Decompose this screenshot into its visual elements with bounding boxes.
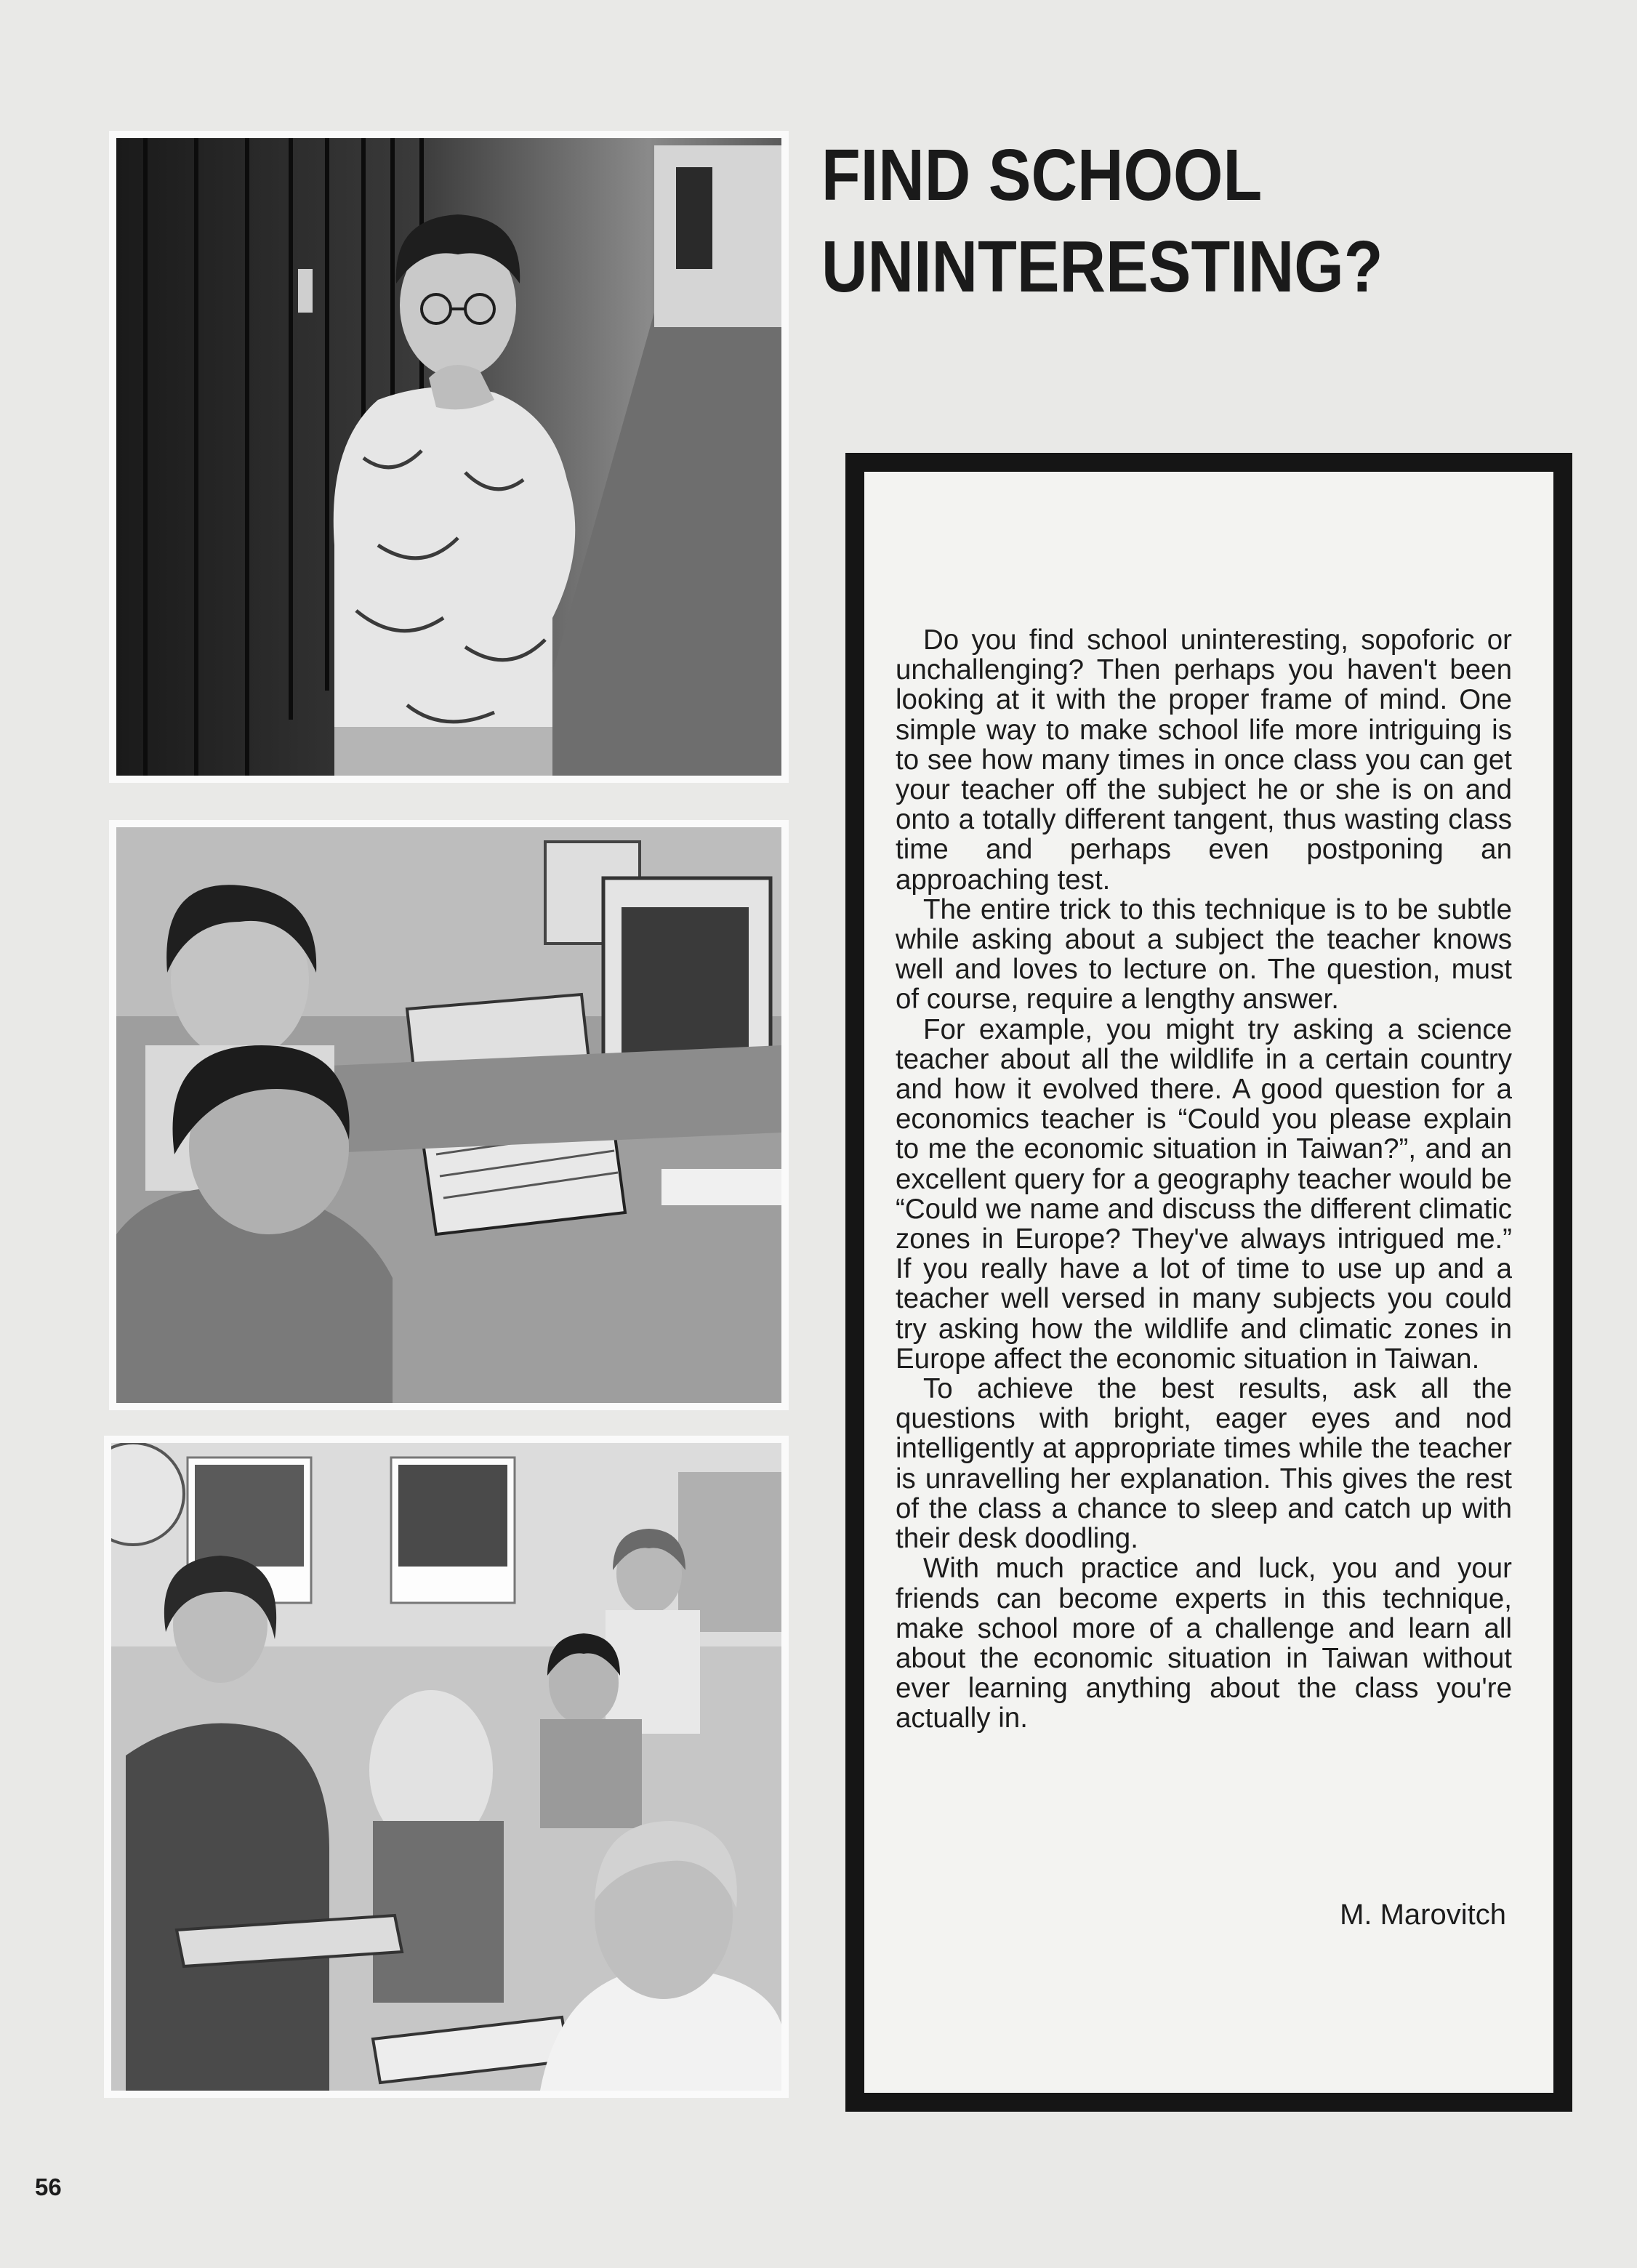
title-line-1: FIND SCHOOL (821, 134, 1263, 216)
classroom-students-photo-icon (111, 1443, 781, 2091)
title-line-2: UNINTERESTING? (821, 226, 1383, 307)
computer-lab-photo (109, 820, 789, 1410)
article-paragraph-2: The entire trick to this technique is to be subtle while asking about a subject the teacher knows well and loves to lecture on. The question, must of course, require a lengthy answer. (896, 893, 1512, 1016)
article-paragraph-3: For example, you might try asking a science teacher about all the wildlife in a certain country and how it evolved there. A good question for a economics teacher is “Could you please explain to me the economic situation in Taiwan?”, and an excellent query for a geography teacher would be “Could we name and discuss the different climatic zones in Europe? They've always intrigued me.” If you really have a lot of time to use up and a teacher well versed in many subjects you could try asking how the wildlife and climatic zones in Europe affect the economic situation in Taiwan. (896, 1013, 1512, 1375)
article-body (896, 625, 1512, 1734)
computer-lab-photo-icon (116, 827, 781, 1403)
page-title (821, 129, 1383, 313)
article-paragraph-1: Do you find school uninteresting, sopoforic or unchallenging? Then perhaps you haven't been looking at it with the proper frame of mind. One simple way to make school life more intriguing is to see how many times in once class you can get your teacher off the subject he or she is on and onto a totally different tangent, thus wasting class time and perhaps even postponing an approaching test. (896, 624, 1512, 896)
article-paragraph-4: To achieve the best results, ask all the questions with bright, eager eyes and nod intelligently at appropriate times while the teacher is unravelling her explanation. This gives the rest of the class a chance to sleep and catch up with their desk doodling. (896, 1373, 1512, 1555)
hallway-student-photo-icon (116, 138, 781, 776)
page-number: 56 (35, 2174, 62, 2200)
hallway-student-photo (109, 131, 789, 783)
author-byline: M. Marovitch (1340, 1899, 1506, 1931)
article-paragraph-5: With much practice and luck, you and your friends can become experts in this technique, make school more of a challenge and learn all about the economic situation in Taiwan without ever learning anything about the class you're actually in. (896, 1553, 1512, 1734)
classroom-students-photo (104, 1436, 789, 2098)
